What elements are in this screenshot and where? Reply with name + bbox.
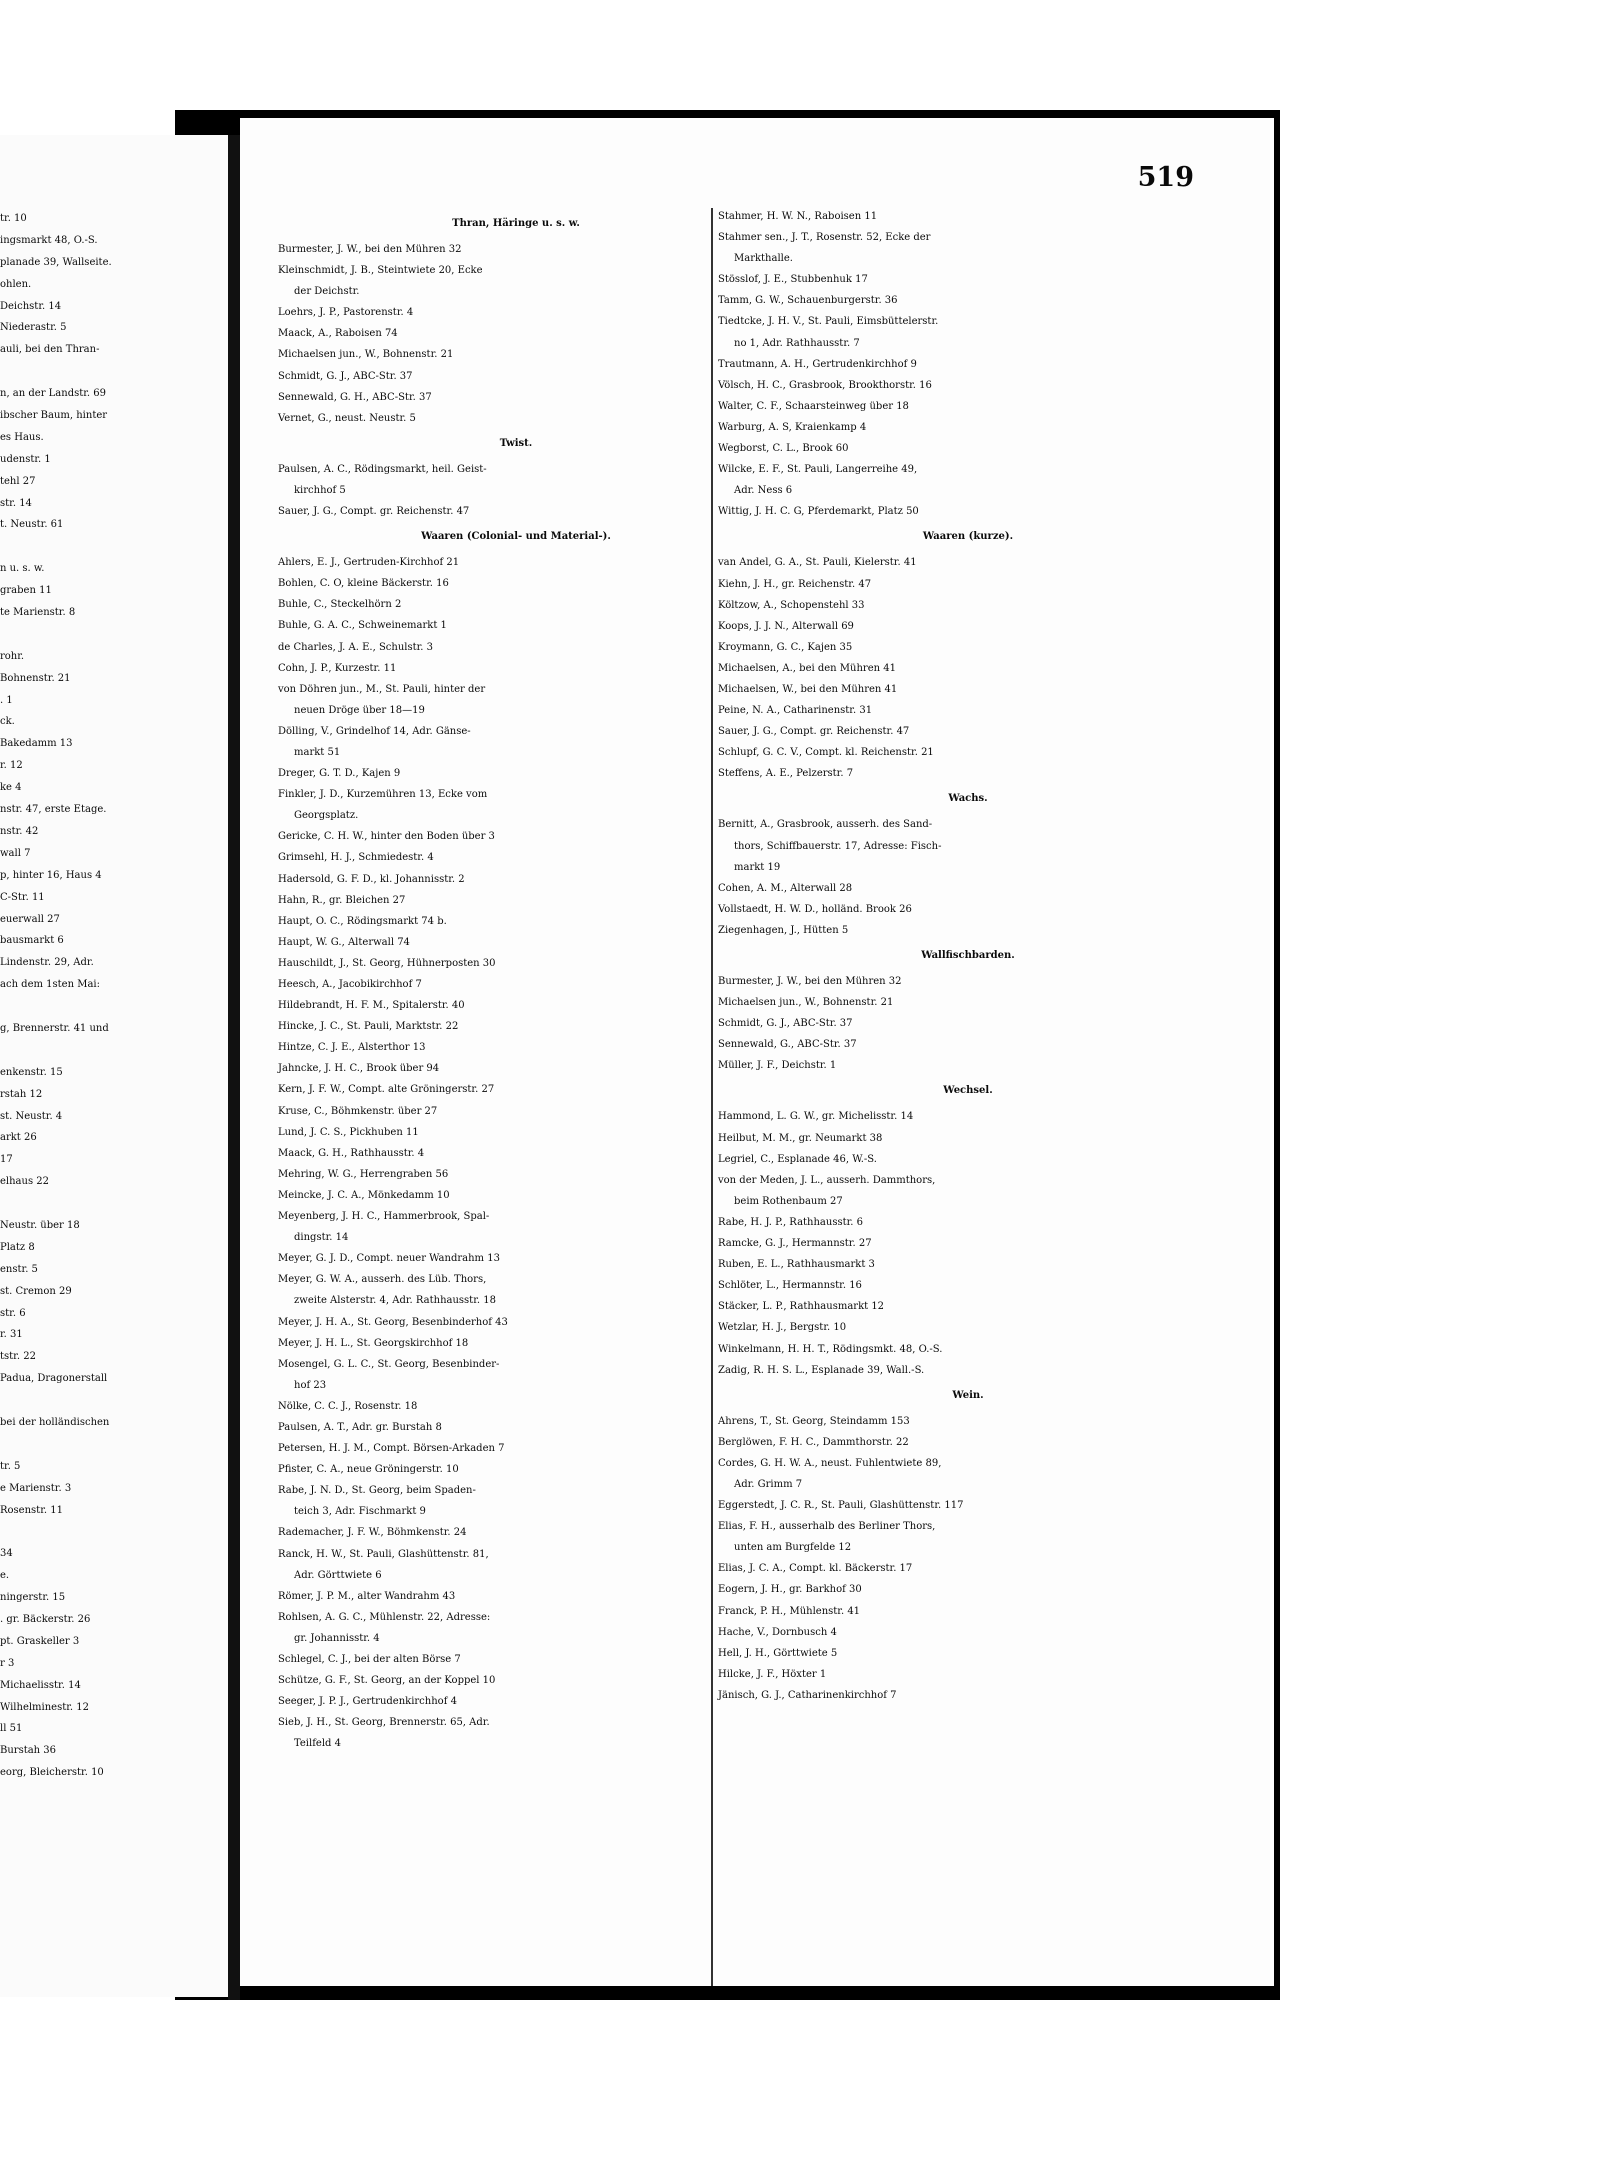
directory-entry: Kleinschmidt, J. B., Steintwiete 20, Ecke	[278, 265, 483, 277]
directory-entry: Buhle, G. A. C., Schweinemarkt 1	[278, 620, 447, 632]
left-page-line: rstah 12	[0, 1088, 43, 1100]
left-page-line: Wilhelminestr. 12	[0, 1701, 90, 1713]
left-page-line: arkt 26	[0, 1132, 37, 1144]
left-page-line: rohr.	[0, 650, 25, 662]
directory-entry: Hincke, J. C., St. Pauli, Marktstr. 22	[278, 1021, 459, 1033]
entry-continuation: der Deichstr.	[294, 286, 360, 298]
left-page-line: te Marienstr. 8	[0, 607, 76, 619]
left-page-line: Lindenstr. 29, Adr.	[0, 957, 94, 969]
book-spine	[228, 135, 240, 2000]
left-page-line: n u. s. w.	[0, 563, 45, 575]
left-page-line: Neustr. über 18	[0, 1219, 80, 1231]
directory-entry: Trautmann, A. H., Gertrudenkirchhof 9	[718, 358, 917, 370]
left-page-line: graben 11	[0, 585, 52, 597]
directory-entry: Haupt, O. C., Rödingsmarkt 74 b.	[278, 915, 447, 927]
entry-continuation: beim Rothenbaum 27	[734, 1195, 843, 1207]
directory-entry: Schmidt, G. J., ABC-Str. 37	[718, 1018, 853, 1030]
directory-entry: Meyer, G. J. D., Compt. neuer Wandrahm 13	[278, 1253, 500, 1265]
directory-entry: Ruben, E. L., Rathhausmarkt 3	[718, 1259, 875, 1271]
directory-entry: Sauer, J. G., Compt. gr. Reichenstr. 47	[718, 726, 910, 738]
directory-entry: Franck, P. H., Mühlenstr. 41	[718, 1605, 861, 1617]
directory-entry: Cohn, J. P., Kurzestr. 11	[278, 662, 397, 674]
directory-entry: Eogern, J. H., gr. Barkhof 30	[718, 1584, 862, 1596]
entry-continuation: dingstr. 14	[294, 1232, 349, 1244]
left-page-line: bei der holländischen	[0, 1416, 110, 1428]
directory-entry: Warburg, A. S, Kraienkamp 4	[718, 421, 867, 433]
entry-continuation: zweite Alsterstr. 4, Adr. Rathhausstr. 18	[294, 1295, 496, 1307]
left-page-line	[0, 996, 228, 1018]
left-page	[0, 135, 228, 1997]
directory-entry: Paulsen, A. C., Rödingsmarkt, heil. Geist-	[278, 463, 487, 475]
directory-entry: Petersen, H. J. M., Compt. Börsen-Arkaden 7	[278, 1443, 505, 1455]
directory-entry: Lund, J. C. S., Pickhuben 11	[278, 1126, 419, 1138]
directory-entry: Jahncke, J. H. C., Brook über 94	[278, 1063, 440, 1075]
left-page-line: Niederastr. 5	[0, 322, 67, 334]
directory-entry: Hauschildt, J., St. Georg, Hühnerposten 30	[278, 957, 496, 969]
entry-continuation: neuen Dröge über 18—19	[294, 704, 425, 716]
directory-entry: Hahn, R., gr. Bleichen 27	[278, 894, 406, 906]
directory-entry: Wittig, J. H. C. G, Pferdemarkt, Platz 50	[718, 506, 919, 518]
section-heading: Wechsel.	[943, 1085, 993, 1097]
left-page-line: 34	[0, 1548, 13, 1560]
directory-entry: Hintze, C. J. E., Alsterthor 13	[278, 1042, 426, 1054]
left-page-line	[0, 361, 228, 383]
entry-continuation: Teilfeld 4	[294, 1738, 341, 1750]
directory-entry: Sennewald, G., ABC-Str. 37	[718, 1039, 857, 1051]
directory-entry: Ranck, H. W., St. Pauli, Glashüttenstr. 81,	[278, 1548, 489, 1560]
directory-entry: Mehring, W. G., Herrengraben 56	[278, 1168, 449, 1180]
left-page-line: C-Str. 11	[0, 891, 45, 903]
left-page-line: . 1	[0, 694, 13, 706]
entry-continuation: markt 19	[734, 861, 781, 873]
directory-entry: Paulsen, A. T., Adr. gr. Burstah 8	[278, 1421, 442, 1433]
directory-entry: Hammond, L. G. W., gr. Michelisstr. 14	[718, 1111, 914, 1123]
directory-entry: Burmester, J. W., bei den Mühren 32	[278, 244, 462, 255]
left-page-line: p, hinter 16, Haus 4	[0, 869, 102, 881]
directory-entry: Tamm, G. W., Schauenburgerstr. 36	[718, 295, 898, 307]
directory-entry: Schütze, G. F., St. Georg, an der Koppel 10	[278, 1675, 496, 1687]
left-page-line: Burstah 36	[0, 1745, 57, 1757]
left-page-line: ohlen.	[0, 278, 32, 290]
directory-entry: Elias, F. H., ausserhalb des Berliner Thors,	[718, 1521, 936, 1533]
entry-continuation: kirchhof 5	[294, 484, 346, 496]
directory-entry: Mosengel, G. L. C., St. Georg, Besenbinder-	[278, 1358, 500, 1370]
directory-entry: Meincke, J. C. A., Mönkedamm 10	[278, 1189, 450, 1201]
directory-entry: Wetzlar, H. J., Bergstr. 10	[718, 1322, 847, 1334]
left-page-line: ke 4	[0, 782, 22, 794]
directory-entry: Stahmer, H. W. N., Raboisen 11	[718, 211, 878, 222]
directory-entry: Ziegenhagen, J., Hütten 5	[718, 924, 849, 936]
page-number: 519	[1137, 162, 1194, 193]
entry-continuation: unten am Burgfelde 12	[734, 1542, 852, 1554]
directory-entry: Jänisch, G. J., Catharinenkirchhof 7	[718, 1689, 897, 1701]
directory-entry: Költzow, A., Schopenstehl 33	[718, 599, 865, 611]
directory-entry: Zadig, R. H. S. L., Esplanade 39, Wall.-S.	[718, 1364, 925, 1376]
directory-entry: Heesch, A., Jacobikirchhof 7	[278, 979, 422, 990]
left-page-line: tr. 10	[0, 213, 27, 224]
directory-entry: Sieb, J. H., St. Georg, Brennerstr. 65, Adr.	[278, 1717, 490, 1729]
directory-entry: Finkler, J. D., Kurzemühren 13, Ecke vom	[278, 789, 488, 801]
left-page-line: g, Brennerstr. 41 und	[0, 1022, 109, 1034]
section-heading: Wachs.	[948, 793, 988, 805]
directory-entry: Buhle, C., Steckelhörn 2	[278, 599, 402, 611]
left-page-line: st. Neustr. 4	[0, 1110, 63, 1122]
directory-entry: Michaelsen jun., W., Bohnenstr. 21	[718, 997, 894, 1009]
directory-entry: Dölling, V., Grindelhof 14, Adr. Gänse-	[278, 725, 471, 737]
directory-entry: Sennewald, G. H., ABC-Str. 37	[278, 391, 432, 403]
left-page-line: Michaelisstr. 14	[0, 1679, 81, 1691]
directory-entry: Bohlen, C. O, kleine Bäckerstr. 16	[278, 578, 449, 590]
directory-entry: Rohlsen, A. G. C., Mühlenstr. 22, Adresse:	[278, 1611, 491, 1623]
directory-entry: Meyer, J. H. L., St. Georgskirchhof 18	[278, 1337, 469, 1349]
directory-entry: Kern, J. F. W., Compt. alte Gröningerstr. 27	[278, 1084, 495, 1096]
directory-entry: Grimsehl, H. J., Schmiedestr. 4	[278, 852, 434, 864]
left-page-line: enstr. 5	[0, 1263, 38, 1275]
column-divider	[711, 208, 713, 1986]
section-heading: Waaren (kurze).	[922, 531, 1014, 543]
left-page-line: Deichstr. 14	[0, 300, 62, 312]
directory-entry: Ramcke, G. J., Hermannstr. 27	[718, 1238, 872, 1250]
left-page-line: nstr. 42	[0, 825, 39, 837]
left-page-line	[0, 624, 228, 646]
directory-entry: Schlegel, C. J., bei der alten Börse 7	[278, 1654, 461, 1665]
left-page-line: n, an der Landstr. 69	[0, 388, 107, 400]
directory-entry: Müller, J. F., Deichstr. 1	[718, 1060, 837, 1072]
left-page-line: tstr. 22	[0, 1351, 36, 1363]
directory-entry: Pfister, C. A., neue Gröningerstr. 10	[278, 1464, 459, 1476]
left-page-line: ibscher Baum, hinter	[0, 410, 108, 422]
directory-entry: Vernet, G., neust. Neustr. 5	[278, 412, 416, 424]
directory-entry: Schlöter, L., Hermannstr. 16	[718, 1280, 862, 1292]
left-page-line	[0, 1434, 228, 1456]
left-page-line: tehl 27	[0, 475, 36, 487]
directory-entry: Peine, N. A., Catharinenstr. 31	[718, 705, 873, 717]
directory-entry: Walter, C. F., Schaarsteinweg über 18	[718, 400, 909, 412]
left-page-line: r 3	[0, 1657, 15, 1669]
entry-continuation: no 1, Adr. Rathhausstr. 7	[734, 337, 860, 349]
left-page-text	[0, 208, 228, 1784]
directory-entry: Maack, A., Raboisen 74	[278, 328, 398, 340]
left-page-line	[0, 1390, 228, 1412]
directory-entry: Römer, J. P. M., alter Wandrahm 43	[278, 1590, 456, 1602]
left-page-line: Padua, Dragonerstall	[0, 1373, 108, 1385]
entry-continuation: Adr. Grimm 7	[734, 1478, 803, 1490]
directory-entry: Ahrens, T., St. Georg, Steindamm 153	[718, 1415, 910, 1427]
entry-continuation: hof 23	[294, 1379, 327, 1391]
left-page-line: Bohnenstr. 21	[0, 672, 71, 684]
directory-entry: Gericke, C. H. W., hinter den Boden über 3	[278, 831, 495, 843]
directory-entry: Dreger, G. T. D., Kajen 9	[278, 768, 401, 780]
directory-entry: Hell, J. H., Görttwiete 5	[718, 1647, 838, 1659]
left-page-line: 17	[0, 1154, 13, 1166]
directory-entry: Seeger, J. P. J., Gertrudenkirchhof 4	[278, 1696, 457, 1708]
left-page-line	[0, 1193, 228, 1215]
left-page-line: . gr. Bäckerstr. 26	[0, 1614, 91, 1625]
directory-entry: von der Meden, J. L., ausserh. Dammthors,	[718, 1174, 936, 1186]
directory-entry: Rademacher, J. F. W., Böhmkenstr. 24	[278, 1527, 467, 1539]
section-heading: Wallfischbarden.	[921, 950, 1015, 961]
left-page-line: st. Cremon 29	[0, 1285, 72, 1297]
directory-entry: Nölke, C. C. J., Rosenstr. 18	[278, 1400, 418, 1412]
directory-entry: Ahlers, E. J., Gertruden-Kirchhof 21	[278, 557, 460, 569]
directory-entry: Stösslof, J. E., Stubbenhuk 17	[718, 274, 868, 286]
directory-entry: Meyenberg, J. H. C., Hammerbrook, Spal-	[278, 1211, 490, 1223]
directory-entry: Rabe, H. J. P., Rathhausstr. 6	[718, 1216, 864, 1228]
directory-entry: Burmester, J. W., bei den Mühren 32	[718, 976, 902, 987]
directory-entry: Hildebrandt, H. F. M., Spitalerstr. 40	[278, 1000, 465, 1012]
directory-entry: Hilcke, J. F., Höxter 1	[718, 1668, 827, 1680]
left-page-line: e Marienstr. 3	[0, 1482, 72, 1494]
directory-entry: Bernitt, A., Grasbrook, ausserh. des Sand-	[718, 819, 933, 831]
left-page-line	[0, 1521, 228, 1543]
section-heading: Twist.	[499, 437, 533, 449]
entry-continuation: gr. Johannisstr. 4	[294, 1632, 380, 1644]
left-page-line: pt. Graskeller 3	[0, 1635, 80, 1647]
directory-entry: Elias, J. C. A., Compt. kl. Bäckerstr. 17	[718, 1563, 913, 1575]
directory-entry: Cohen, A. M., Alterwall 28	[718, 882, 853, 894]
left-page-line: str. 6	[0, 1307, 26, 1319]
left-page-line	[0, 536, 228, 558]
entry-continuation: markt 51	[294, 746, 341, 758]
directory-entry: Legriel, C., Esplanade 46, W.-S.	[718, 1153, 877, 1165]
left-page-line: bausmarkt 6	[0, 935, 64, 947]
entry-continuation: Adr. Ness 6	[734, 485, 793, 497]
left-page-line: eorg, Bleicherstr. 10	[0, 1767, 104, 1779]
left-page-line: Rosenstr. 11	[0, 1504, 63, 1516]
directory-entry: Heilbut, M. M., gr. Neumarkt 38	[718, 1132, 883, 1144]
left-page-line: e.	[0, 1570, 10, 1582]
left-page-line: nstr. 47, erste Etage.	[0, 804, 107, 816]
directory-entry: Koops, J. J. N., Alterwall 69	[718, 620, 854, 632]
section-heading: Thran, Häringe u. s. w.	[452, 218, 580, 229]
directory-entry: Wilcke, E. F., St. Pauli, Langerreihe 49,	[718, 464, 918, 476]
left-page-line: auli, bei den Thran-	[0, 344, 100, 356]
directory-entry: Schlupf, G. C. V., Compt. kl. Reichenstr. 21	[718, 747, 934, 759]
left-page-line: ck.	[0, 716, 15, 728]
left-page-line: wall 7	[0, 847, 31, 859]
directory-entry: Tiedtcke, J. H. V., St. Pauli, Eimsbüttelerstr.	[718, 316, 939, 328]
directory-entry: Steffens, A. E., Pelzerstr. 7	[718, 768, 854, 780]
left-page-line: ingsmarkt 48, O.-S.	[0, 234, 98, 246]
entry-continuation: thors, Schiffbauerstr. 17, Adresse: Fisch-	[734, 840, 942, 852]
scan-margin-right	[1280, 0, 1600, 2177]
left-page-line: t. Neustr. 61	[0, 519, 64, 531]
left-page-line: elhaus 22	[0, 1176, 49, 1188]
entry-continuation: Adr. Görttwiete 6	[294, 1569, 382, 1581]
left-page-line	[0, 1040, 228, 1062]
directory-entry: Michaelsen, W., bei den Mühren 41	[718, 683, 898, 695]
directory-entry: Schmidt, G. J., ABC-Str. 37	[278, 370, 413, 382]
left-page-line: ningerstr. 15	[0, 1592, 66, 1604]
directory-entry: von Döhren jun., M., St. Pauli, hinter der	[278, 683, 486, 695]
directory-entry: Hache, V., Dornbusch 4	[718, 1626, 837, 1638]
entry-continuation: Markthalle.	[734, 253, 793, 265]
directory-entry: Winkelmann, H. H. T., Rödingsmkt. 48, O.-S.	[718, 1343, 943, 1355]
right-column	[718, 206, 1218, 1706]
directory-entry: de Charles, J. A. E., Schulstr. 3	[278, 641, 434, 653]
directory-entry: van Andel, G. A., St. Pauli, Kielerstr. 41	[718, 557, 917, 569]
directory-entry: Eggerstedt, J. C. R., St. Pauli, Glashüttenstr. 117	[718, 1500, 964, 1512]
left-page-line: Bakedamm 13	[0, 738, 73, 750]
directory-entry: Loehrs, J. P., Pastorenstr. 4	[278, 307, 414, 319]
middle-column	[278, 209, 754, 1754]
directory-entry: Meyer, J. H. A., St. Georg, Besenbinderhof 43	[278, 1316, 508, 1328]
left-page-line: str. 14	[0, 497, 32, 509]
section-heading: Wein.	[952, 1389, 984, 1401]
directory-entry: Hadersold, G. F. D., kl. Johannisstr. 2	[278, 873, 465, 885]
directory-entry: Vollstaedt, H. W. D., holländ. Brook 26	[718, 903, 912, 915]
left-page-line: r. 12	[0, 760, 23, 772]
directory-entry: Haupt, W. G., Alterwall 74	[278, 936, 410, 948]
section-heading: Waaren (Colonial- und Material-).	[421, 531, 611, 543]
directory-entry: Michaelsen, A., bei den Mühren 41	[718, 662, 896, 674]
directory-entry: Cordes, G. H. W. A., neust. Fuhlentwiete 89,	[718, 1457, 942, 1469]
left-page-line: udenstr. 1	[0, 453, 51, 465]
directory-entry: Meyer, G. W. A., ausserh. des Lüb. Thors,	[278, 1274, 487, 1286]
left-page-line: r. 31	[0, 1329, 23, 1341]
right-page	[240, 118, 1274, 1986]
left-page-line: planade 39, Wallseite.	[0, 256, 112, 268]
directory-entry: Berglöwen, F. H. C., Dammthorstr. 22	[718, 1436, 909, 1448]
directory-entry: Stahmer sen., J. T., Rosenstr. 52, Ecke der	[718, 232, 931, 244]
left-page-line: euerwall 27	[0, 913, 60, 925]
left-page-line: Platz 8	[0, 1241, 35, 1253]
left-page-line: ll 51	[0, 1723, 23, 1735]
entry-continuation: Georgsplatz.	[294, 810, 359, 822]
left-page-line: enkenstr. 15	[0, 1066, 63, 1078]
directory-entry: Wegborst, C. L., Brook 60	[718, 443, 849, 455]
directory-entry: Maack, G. H., Rathhausstr. 4	[278, 1147, 425, 1159]
directory-entry: Michaelsen jun., W., Bohnenstr. 21	[278, 349, 454, 361]
directory-entry: Völsch, H. C., Grasbrook, Brookthorstr. 16	[718, 379, 932, 391]
left-page-line: es Haus.	[0, 431, 44, 443]
entry-continuation: teich 3, Adr. Fischmarkt 9	[294, 1506, 426, 1518]
directory-entry: Rabe, J. N. D., St. Georg, beim Spaden-	[278, 1485, 476, 1497]
directory-entry: Stäcker, L. P., Rathhausmarkt 12	[718, 1301, 885, 1313]
directory-entry: Sauer, J. G., Compt. gr. Reichenstr. 47	[278, 506, 470, 518]
directory-entry: Kiehn, J. H., gr. Reichenstr. 47	[718, 578, 872, 590]
left-page-line: tr. 5	[0, 1460, 21, 1472]
directory-entry: Kroymann, G. C., Kajen 35	[718, 641, 853, 653]
directory-entry: Kruse, C., Böhmkenstr. über 27	[278, 1105, 438, 1117]
left-page-line: ach dem 1sten Mai:	[0, 979, 100, 991]
